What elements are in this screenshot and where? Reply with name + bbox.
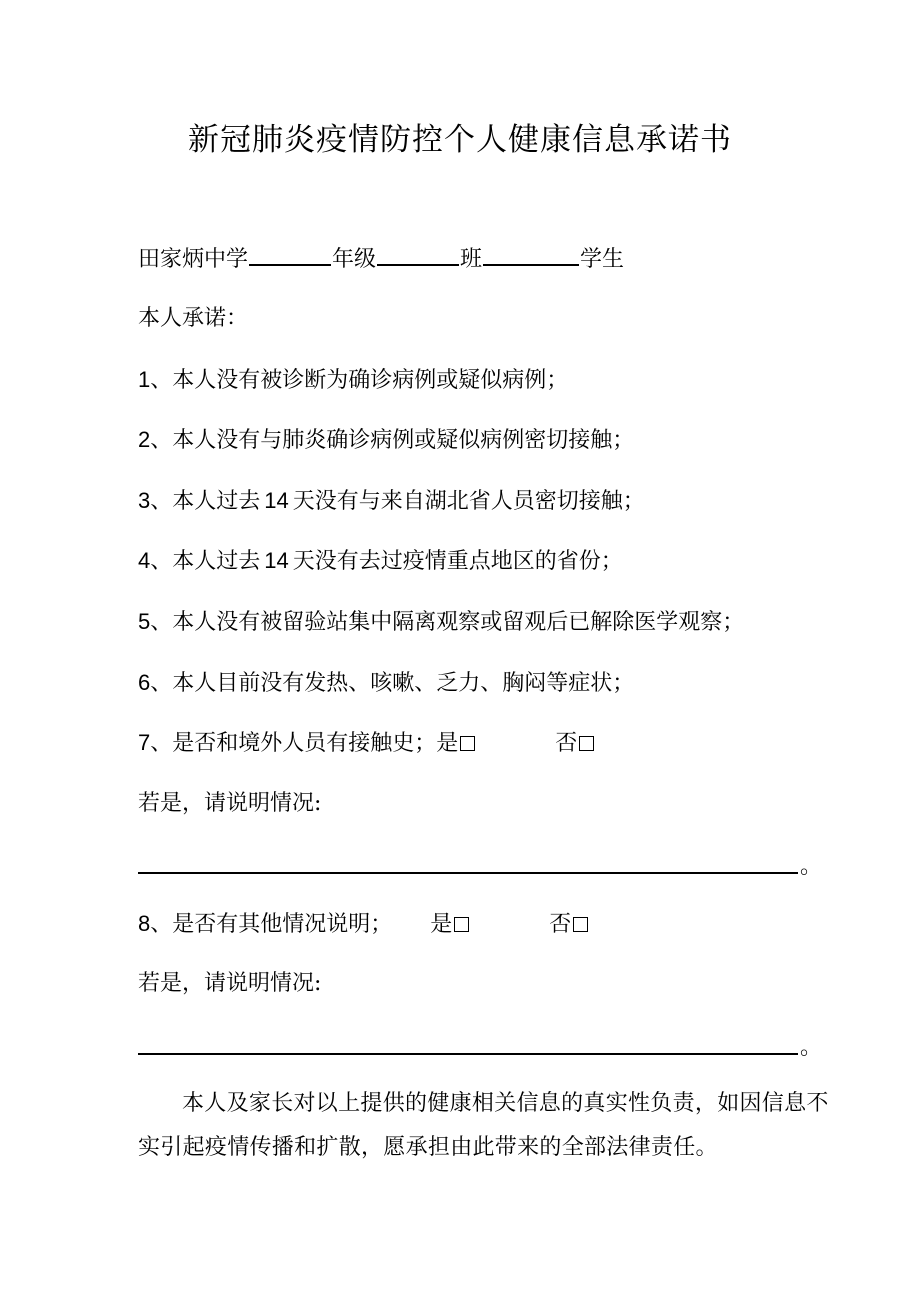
yes-checkbox[interactable] — [460, 736, 475, 751]
item-number: 8 — [138, 911, 151, 936]
student-label: 学生 — [580, 247, 625, 272]
yes-label: 是 — [430, 912, 453, 937]
pledge-intro: 本人承诺： — [138, 306, 249, 331]
school-name: 田家炳中学 — [138, 247, 249, 272]
question-text: 、是否有其他情况说明； — [150, 912, 393, 937]
item-number: 1 — [138, 367, 151, 392]
pledge-item-6 — [138, 668, 634, 699]
pledge-item-1 — [138, 365, 568, 396]
no-label: 否 — [555, 731, 578, 756]
item-number: 3 — [138, 488, 151, 513]
item-number: 5 — [138, 609, 151, 634]
class-blank[interactable] — [377, 242, 459, 266]
item-text: 、本人没有被留验站集中隔离观察或留观后已解除医学观察； — [150, 610, 745, 635]
question-text: 、是否和境外人员有接触史； — [150, 731, 437, 756]
yes-checkbox[interactable] — [454, 917, 469, 932]
item-text-a: 、本人过去 — [150, 489, 261, 514]
grade-blank[interactable] — [249, 242, 331, 266]
pledge-item-5 — [138, 607, 744, 638]
item-text: 、本人目前没有发热、咳嗽、乏力、胸闷等症状； — [150, 671, 635, 696]
item-text-a: 、本人过去 — [150, 549, 261, 574]
student-name-blank[interactable] — [483, 242, 579, 266]
question-7 — [138, 728, 594, 759]
q7-end-mark: 。 — [800, 854, 823, 879]
pledge-item-2 — [138, 425, 634, 456]
no-checkbox[interactable] — [579, 736, 594, 751]
pledge-item-3 — [138, 486, 645, 517]
q8-end-mark: 。 — [800, 1035, 823, 1060]
document-title: 新冠肺炎疫情防控个人健康信息承诺书 — [188, 122, 732, 158]
item-text-b: 天没有与来自湖北省人员密切接触； — [292, 489, 645, 514]
item-number: 6 — [138, 670, 151, 695]
class-label: 班 — [460, 247, 483, 272]
item-days: 14 — [264, 488, 289, 513]
item-text-b: 天没有去过疫情重点地区的省份； — [292, 549, 623, 574]
q7-explain-label: 若是，请说明情况: — [138, 791, 322, 816]
grade-label: 年级 — [332, 247, 377, 272]
item-number: 4 — [138, 548, 151, 573]
pledge-item-4 — [138, 546, 623, 577]
item-days: 14 — [264, 548, 289, 573]
q7-explain-line[interactable] — [138, 872, 798, 874]
student-info-line — [138, 242, 624, 275]
item-text: 、本人没有与肺炎确诊病例或疑似病例密切接触； — [150, 428, 635, 453]
q8-explain-line[interactable] — [138, 1053, 798, 1055]
no-label: 否 — [549, 912, 572, 937]
q8-explain-label: 若是，请说明情况: — [138, 971, 322, 996]
item-number: 7 — [138, 730, 151, 755]
no-checkbox[interactable] — [573, 917, 588, 932]
item-text: 、本人没有被诊断为确诊病例或疑似病例； — [150, 368, 569, 393]
question-8 — [138, 909, 588, 940]
closing-statement: 本人及家长对以上提供的健康相关信息的真实性负责，如因信息不实引起疫情传播和扩散，愿承担由此带来的全部法律责任。 — [138, 1091, 829, 1160]
yes-label: 是 — [436, 731, 459, 756]
item-number: 2 — [138, 427, 151, 452]
